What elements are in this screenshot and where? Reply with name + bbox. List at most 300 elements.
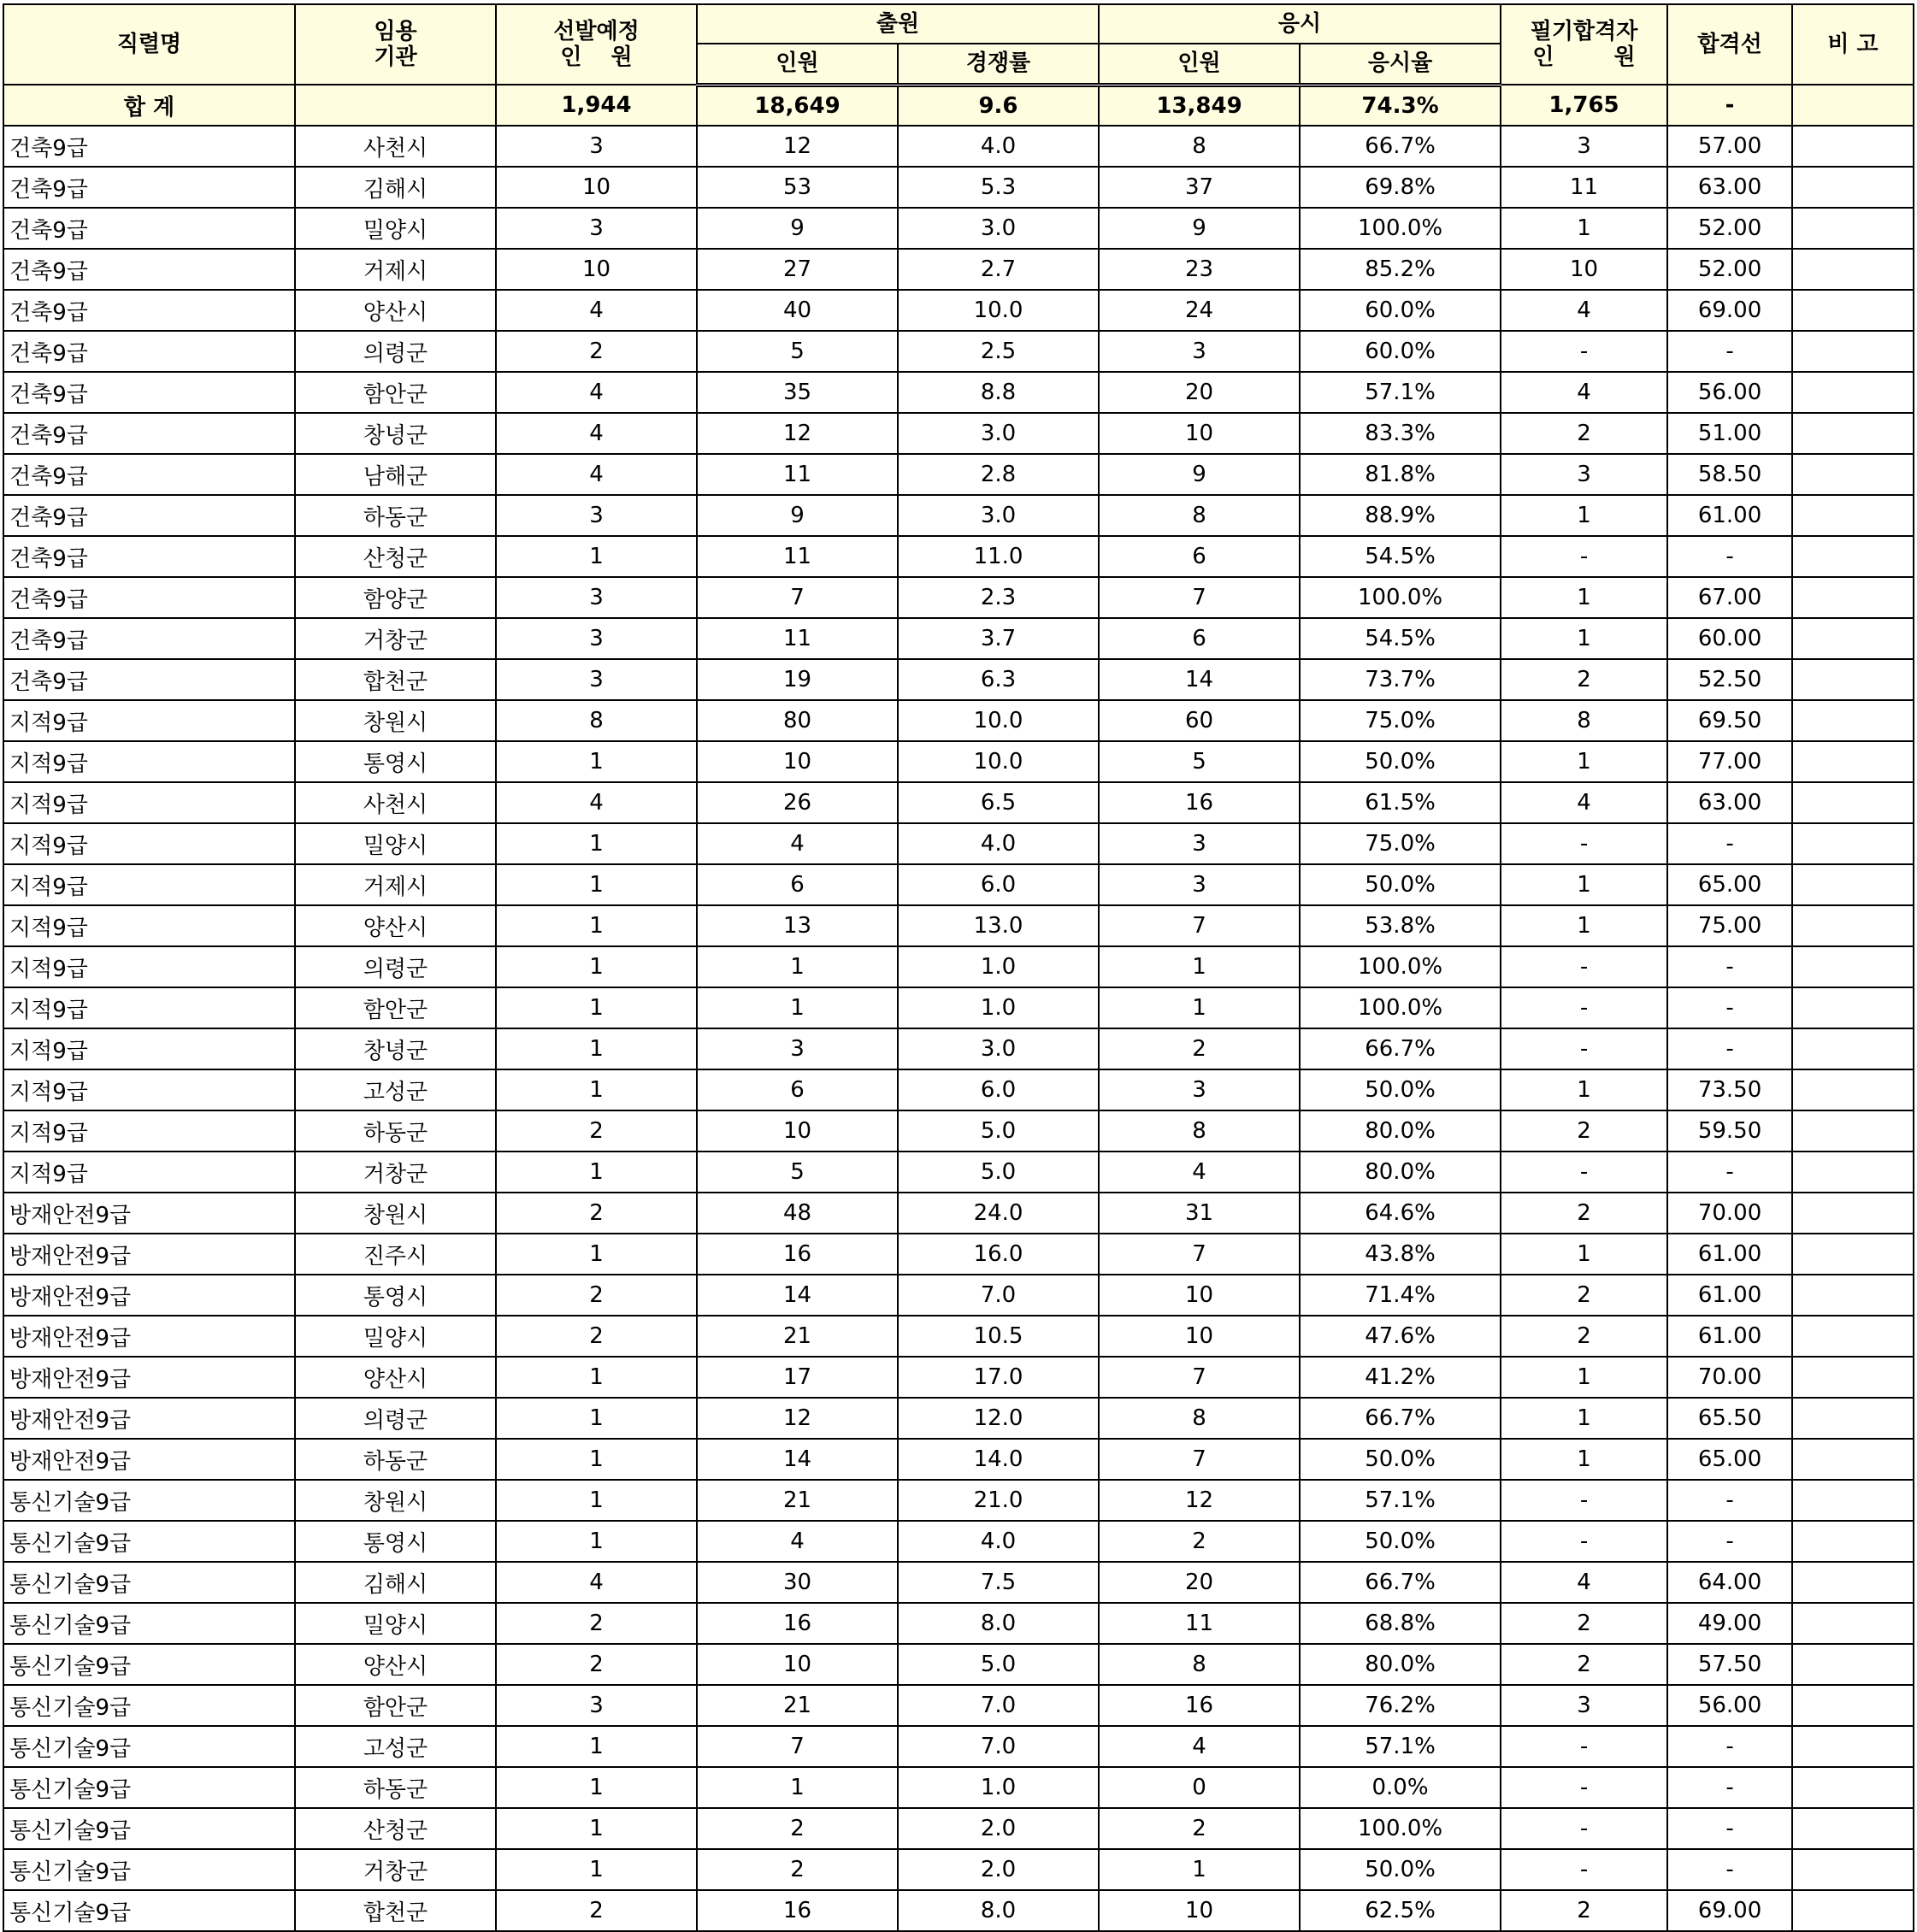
- header-passed-line2: [1501, 44, 1666, 70]
- cell-remarks: [1792, 413, 1914, 454]
- cell-job-name: 건축9급: [3, 331, 295, 372]
- cell-examinees: 23: [1099, 249, 1300, 290]
- cell-examinees: 9: [1099, 454, 1300, 495]
- cell-passed: 2: [1501, 1316, 1667, 1357]
- cell-planned: 1: [496, 864, 697, 905]
- table-row: [3, 741, 1914, 782]
- cell-passed: 8: [1501, 700, 1667, 741]
- cell-competition: 6.0: [898, 1069, 1099, 1110]
- cell-job-name: 지적9급: [3, 1110, 295, 1152]
- cell-competition: 14.0: [898, 1439, 1099, 1480]
- cell-competition: 10.0: [898, 700, 1099, 741]
- table-row: [3, 1069, 1914, 1110]
- cell-competition: 2.3: [898, 577, 1099, 618]
- exam-results-table: [3, 3, 1914, 1932]
- cell-examinees: 3: [1099, 1069, 1300, 1110]
- cell-remarks: [1792, 1562, 1914, 1603]
- cell-cutoff: 63.00: [1667, 782, 1792, 823]
- cell-remarks: [1792, 1234, 1914, 1275]
- cell-job-name: 통신기술9급: [3, 1726, 295, 1767]
- cell-cutoff: 52.00: [1667, 249, 1792, 290]
- cell-applicants: 2: [697, 1808, 898, 1849]
- total-cutoff: -: [1667, 85, 1792, 126]
- cell-remarks: [1792, 1890, 1914, 1931]
- cell-remarks: [1792, 1028, 1914, 1069]
- cell-cutoff: 61.00: [1667, 1234, 1792, 1275]
- cell-exam-rate: 73.7%: [1300, 659, 1501, 700]
- cell-cutoff: 65.00: [1667, 864, 1792, 905]
- cell-exam-rate: 66.7%: [1300, 1398, 1501, 1439]
- cell-competition: 1.0: [898, 987, 1099, 1028]
- cell-examinees: 5: [1099, 741, 1300, 782]
- cell-cutoff: 52.00: [1667, 208, 1792, 249]
- cell-remarks: [1792, 1808, 1914, 1849]
- table-row: [3, 126, 1914, 167]
- cell-agency: 함안군: [295, 1685, 496, 1726]
- cell-agency: 통영시: [295, 741, 496, 782]
- cell-passed: 3: [1501, 1685, 1667, 1726]
- cell-competition: 4.0: [898, 823, 1099, 864]
- cell-passed: -: [1501, 331, 1667, 372]
- cell-job-name: 지적9급: [3, 905, 295, 946]
- cell-cutoff: -: [1667, 1849, 1792, 1890]
- cell-exam-rate: 88.9%: [1300, 495, 1501, 536]
- cell-applicants: 4: [697, 1521, 898, 1562]
- cell-job-name: 지적9급: [3, 1069, 295, 1110]
- cell-examinees: 10: [1099, 1316, 1300, 1357]
- cell-exam-rate: 50.0%: [1300, 864, 1501, 905]
- cell-exam-rate: 57.1%: [1300, 372, 1501, 413]
- table-row: [3, 1398, 1914, 1439]
- cell-examinees: 7: [1099, 905, 1300, 946]
- cell-applicants: 53: [697, 167, 898, 208]
- cell-applicants: 16: [697, 1234, 898, 1275]
- cell-exam-rate: 64.6%: [1300, 1193, 1501, 1234]
- cell-job-name: 건축9급: [3, 659, 295, 700]
- cell-job-name: 방재안전9급: [3, 1439, 295, 1480]
- cell-job-name: 건축9급: [3, 413, 295, 454]
- header-planned-part-a: 인: [560, 44, 582, 70]
- cell-cutoff: -: [1667, 1767, 1792, 1808]
- cell-cutoff: 64.00: [1667, 1562, 1792, 1603]
- table-row: [3, 1849, 1914, 1890]
- cell-exam-rate: 66.7%: [1300, 1562, 1501, 1603]
- cell-agency: 창원시: [295, 1193, 496, 1234]
- cell-job-name: 통신기술9급: [3, 1849, 295, 1890]
- header-exam-count: 인원: [1099, 44, 1300, 85]
- cell-competition: 10.0: [898, 290, 1099, 331]
- table-row: [3, 823, 1914, 864]
- cell-remarks: [1792, 1152, 1914, 1193]
- cell-cutoff: 57.50: [1667, 1644, 1792, 1685]
- cell-examinees: 7: [1099, 1439, 1300, 1480]
- cell-agency: 사천시: [295, 126, 496, 167]
- cell-exam-rate: 50.0%: [1300, 1069, 1501, 1110]
- cell-examinees: 6: [1099, 536, 1300, 577]
- cell-competition: 17.0: [898, 1357, 1099, 1398]
- cell-remarks: [1792, 249, 1914, 290]
- cell-exam-rate: 69.8%: [1300, 167, 1501, 208]
- cell-examinees: 0: [1099, 1767, 1300, 1808]
- cell-applicants: 10: [697, 741, 898, 782]
- cell-passed: -: [1501, 1480, 1667, 1521]
- cell-remarks: [1792, 1357, 1914, 1398]
- cell-applicants: 9: [697, 495, 898, 536]
- cell-cutoff: 51.00: [1667, 413, 1792, 454]
- cell-job-name: 지적9급: [3, 782, 295, 823]
- header-agency-line1: 임용: [374, 19, 417, 44]
- cell-job-name: 방재안전9급: [3, 1316, 295, 1357]
- cell-cutoff: 77.00: [1667, 741, 1792, 782]
- cell-agency: 창원시: [295, 1480, 496, 1521]
- cell-exam-rate: 57.1%: [1300, 1480, 1501, 1521]
- cell-applicants: 13: [697, 905, 898, 946]
- cell-examinees: 4: [1099, 1152, 1300, 1193]
- cell-agency: 거창군: [295, 1849, 496, 1890]
- cell-competition: 1.0: [898, 1767, 1099, 1808]
- cell-agency: 합천군: [295, 659, 496, 700]
- cell-examinees: 16: [1099, 782, 1300, 823]
- cell-exam-rate: 80.0%: [1300, 1152, 1501, 1193]
- cell-remarks: [1792, 1275, 1914, 1316]
- cell-job-name: 건축9급: [3, 618, 295, 659]
- cell-examinees: 7: [1099, 1357, 1300, 1398]
- table-row: [3, 1808, 1914, 1849]
- cell-planned: 2: [496, 1275, 697, 1316]
- cell-agency: 창원시: [295, 700, 496, 741]
- cell-passed: 1: [1501, 1357, 1667, 1398]
- cell-planned: 2: [496, 1890, 697, 1931]
- cell-planned: 1: [496, 1152, 697, 1193]
- cell-exam-rate: 85.2%: [1300, 249, 1501, 290]
- cell-exam-rate: 66.7%: [1300, 1028, 1501, 1069]
- cell-examinees: 1: [1099, 1849, 1300, 1890]
- cell-cutoff: 69.00: [1667, 1890, 1792, 1931]
- cell-examinees: 12: [1099, 1480, 1300, 1521]
- cell-competition: 5.0: [898, 1110, 1099, 1152]
- cell-remarks: [1792, 905, 1914, 946]
- cell-examinees: 8: [1099, 495, 1300, 536]
- cell-planned: 1: [496, 1726, 697, 1767]
- cell-planned: 4: [496, 372, 697, 413]
- cell-job-name: 건축9급: [3, 290, 295, 331]
- cell-planned: 2: [496, 1316, 697, 1357]
- cell-passed: 1: [1501, 208, 1667, 249]
- cell-applicants: 10: [697, 1110, 898, 1152]
- cell-applicants: 9: [697, 208, 898, 249]
- cell-passed: 2: [1501, 413, 1667, 454]
- table-row: [3, 1275, 1914, 1316]
- cell-competition: 2.0: [898, 1849, 1099, 1890]
- cell-remarks: [1792, 1726, 1914, 1767]
- cell-passed: -: [1501, 1767, 1667, 1808]
- cell-job-name: 지적9급: [3, 864, 295, 905]
- cell-exam-rate: 75.0%: [1300, 700, 1501, 741]
- cell-planned: 1: [496, 1480, 697, 1521]
- cell-remarks: [1792, 823, 1914, 864]
- cell-examinees: 37: [1099, 167, 1300, 208]
- cell-applicants: 21: [697, 1685, 898, 1726]
- cell-passed: 1: [1501, 864, 1667, 905]
- table-row: [3, 1767, 1914, 1808]
- cell-remarks: [1792, 741, 1914, 782]
- header-apply-count: 인원: [697, 44, 898, 85]
- cell-competition: 8.0: [898, 1890, 1099, 1931]
- table-row: [3, 577, 1914, 618]
- cell-applicants: 11: [697, 454, 898, 495]
- cell-remarks: [1792, 331, 1914, 372]
- cell-competition: 2.0: [898, 1808, 1099, 1849]
- cell-planned: 4: [496, 782, 697, 823]
- cell-agency: 산청군: [295, 1808, 496, 1849]
- cell-applicants: 12: [697, 126, 898, 167]
- cell-examinees: 8: [1099, 1398, 1300, 1439]
- cell-exam-rate: 43.8%: [1300, 1234, 1501, 1275]
- table-row: [3, 495, 1914, 536]
- table-row: [3, 1152, 1914, 1193]
- table-row: [3, 1890, 1914, 1931]
- cell-competition: 7.0: [898, 1685, 1099, 1726]
- cell-planned: 3: [496, 208, 697, 249]
- cell-remarks: [1792, 1767, 1914, 1808]
- cell-exam-rate: 100.0%: [1300, 946, 1501, 987]
- cell-agency: 하동군: [295, 1439, 496, 1480]
- cell-applicants: 27: [697, 249, 898, 290]
- cell-cutoff: 58.50: [1667, 454, 1792, 495]
- table-row: [3, 946, 1914, 987]
- header-planned: [496, 4, 697, 85]
- cell-examinees: 2: [1099, 1028, 1300, 1069]
- cell-job-name: 건축9급: [3, 208, 295, 249]
- cell-job-name: 건축9급: [3, 126, 295, 167]
- table-row: [3, 1439, 1914, 1480]
- cell-agency: 사천시: [295, 782, 496, 823]
- cell-examinees: 11: [1099, 1603, 1300, 1644]
- cell-agency: 김해시: [295, 167, 496, 208]
- cell-job-name: 통신기술9급: [3, 1644, 295, 1685]
- cell-remarks: [1792, 659, 1914, 700]
- cell-job-name: 통신기술9급: [3, 1480, 295, 1521]
- cell-applicants: 40: [697, 290, 898, 331]
- cell-planned: 4: [496, 290, 697, 331]
- cell-remarks: [1792, 1110, 1914, 1152]
- cell-passed: -: [1501, 946, 1667, 987]
- cell-agency: 밀양시: [295, 1316, 496, 1357]
- cell-applicants: 3: [697, 1028, 898, 1069]
- cell-job-name: 건축9급: [3, 249, 295, 290]
- cell-passed: 1: [1501, 1069, 1667, 1110]
- cell-applicants: 4: [697, 823, 898, 864]
- cell-passed: 2: [1501, 1193, 1667, 1234]
- cell-examinees: 20: [1099, 372, 1300, 413]
- header-exam: 응시: [1099, 4, 1501, 44]
- cell-applicants: 21: [697, 1480, 898, 1521]
- cell-agency: 통영시: [295, 1275, 496, 1316]
- table-body: [3, 85, 1914, 1931]
- cell-competition: 6.0: [898, 864, 1099, 905]
- cell-cutoff: 73.50: [1667, 1069, 1792, 1110]
- cell-examinees: 3: [1099, 331, 1300, 372]
- total-agency: [295, 85, 496, 126]
- cell-examinees: 20: [1099, 1562, 1300, 1603]
- cell-agency: 창녕군: [295, 1028, 496, 1069]
- cell-exam-rate: 61.5%: [1300, 782, 1501, 823]
- cell-applicants: 12: [697, 413, 898, 454]
- cell-competition: 21.0: [898, 1480, 1099, 1521]
- cell-cutoff: -: [1667, 1726, 1792, 1767]
- cell-cutoff: 57.00: [1667, 126, 1792, 167]
- cell-job-name: 건축9급: [3, 372, 295, 413]
- cell-examinees: 10: [1099, 1275, 1300, 1316]
- cell-planned: 3: [496, 495, 697, 536]
- table-row: [3, 1316, 1914, 1357]
- cell-examinees: 9: [1099, 208, 1300, 249]
- table-row: [3, 1193, 1914, 1234]
- cell-agency: 하동군: [295, 1110, 496, 1152]
- cell-planned: 3: [496, 618, 697, 659]
- cell-job-name: 건축9급: [3, 536, 295, 577]
- cell-passed: 2: [1501, 659, 1667, 700]
- cell-agency: 밀양시: [295, 823, 496, 864]
- cell-job-name: 지적9급: [3, 946, 295, 987]
- cell-planned: 1: [496, 1808, 697, 1849]
- cell-remarks: [1792, 536, 1914, 577]
- cell-exam-rate: 100.0%: [1300, 577, 1501, 618]
- cell-agency: 의령군: [295, 946, 496, 987]
- header-passed-part-a: 인: [1532, 44, 1554, 70]
- cell-planned: 1: [496, 741, 697, 782]
- table-row: [3, 987, 1914, 1028]
- table-row: [3, 249, 1914, 290]
- cell-job-name: 방재안전9급: [3, 1275, 295, 1316]
- cell-planned: 1: [496, 905, 697, 946]
- cell-applicants: 26: [697, 782, 898, 823]
- cell-competition: 12.0: [898, 1398, 1099, 1439]
- cell-planned: 1: [496, 1234, 697, 1275]
- cell-agency: 함안군: [295, 372, 496, 413]
- cell-applicants: 5: [697, 331, 898, 372]
- cell-cutoff: -: [1667, 1480, 1792, 1521]
- cell-job-name: 지적9급: [3, 1028, 295, 1069]
- cell-applicants: 6: [697, 864, 898, 905]
- cell-planned: 1: [496, 1767, 697, 1808]
- cell-cutoff: -: [1667, 946, 1792, 987]
- cell-competition: 4.0: [898, 126, 1099, 167]
- cell-agency: 함안군: [295, 987, 496, 1028]
- cell-passed: 1: [1501, 741, 1667, 782]
- cell-agency: 양산시: [295, 290, 496, 331]
- cell-exam-rate: 50.0%: [1300, 1849, 1501, 1890]
- cell-competition: 16.0: [898, 1234, 1099, 1275]
- cell-job-name: 방재안전9급: [3, 1193, 295, 1234]
- cell-job-name: 통신기술9급: [3, 1767, 295, 1808]
- cell-agency: 진주시: [295, 1234, 496, 1275]
- header-planned-line1: 선발예정: [553, 19, 640, 44]
- cell-planned: 1: [496, 1398, 697, 1439]
- cell-passed: -: [1501, 987, 1667, 1028]
- cell-exam-rate: 54.5%: [1300, 618, 1501, 659]
- cell-competition: 8.0: [898, 1603, 1099, 1644]
- cell-applicants: 16: [697, 1890, 898, 1931]
- cell-applicants: 48: [697, 1193, 898, 1234]
- cell-cutoff: -: [1667, 1808, 1792, 1849]
- cell-planned: 2: [496, 1603, 697, 1644]
- cell-cutoff: 61.00: [1667, 1316, 1792, 1357]
- cell-passed: 3: [1501, 454, 1667, 495]
- table-row: [3, 290, 1914, 331]
- cell-agency: 거제시: [295, 249, 496, 290]
- table-row: [3, 1644, 1914, 1685]
- cell-remarks: [1792, 372, 1914, 413]
- cell-examinees: 7: [1099, 577, 1300, 618]
- cell-passed: 1: [1501, 618, 1667, 659]
- cell-applicants: 12: [697, 1398, 898, 1439]
- cell-job-name: 통신기술9급: [3, 1603, 295, 1644]
- cell-remarks: [1792, 1193, 1914, 1234]
- cell-passed: 4: [1501, 290, 1667, 331]
- cell-remarks: [1792, 1521, 1914, 1562]
- cell-examinees: 1: [1099, 946, 1300, 987]
- cell-applicants: 10: [697, 1644, 898, 1685]
- cell-examinees: 24: [1099, 290, 1300, 331]
- total-examinees: 13,849: [1099, 85, 1300, 126]
- cell-competition: 6.5: [898, 782, 1099, 823]
- cell-competition: 5.0: [898, 1152, 1099, 1193]
- cell-remarks: [1792, 495, 1914, 536]
- cell-cutoff: 49.00: [1667, 1603, 1792, 1644]
- cell-passed: 3: [1501, 126, 1667, 167]
- cell-planned: 2: [496, 1193, 697, 1234]
- cell-applicants: 30: [697, 1562, 898, 1603]
- header-passed: [1501, 4, 1667, 85]
- cell-passed: 11: [1501, 167, 1667, 208]
- table-row: [3, 208, 1914, 249]
- cell-agency: 하동군: [295, 1767, 496, 1808]
- cell-competition: 3.0: [898, 495, 1099, 536]
- cell-remarks: [1792, 126, 1914, 167]
- cell-exam-rate: 71.4%: [1300, 1275, 1501, 1316]
- cell-applicants: 1: [697, 987, 898, 1028]
- header-agency: [295, 4, 496, 85]
- cell-job-name: 통신기술9급: [3, 1890, 295, 1931]
- cell-remarks: [1792, 290, 1914, 331]
- cell-planned: 4: [496, 454, 697, 495]
- table-row: [3, 536, 1914, 577]
- cell-planned: 1: [496, 1849, 697, 1890]
- header-planned-part-b: 원: [610, 44, 633, 70]
- total-row: [3, 85, 1914, 126]
- header-remarks: 비 고: [1792, 4, 1914, 85]
- header-apply-ratio: 경쟁률: [898, 44, 1099, 85]
- cell-competition: 1.0: [898, 946, 1099, 987]
- cell-competition: 6.3: [898, 659, 1099, 700]
- cell-cutoff: 56.00: [1667, 372, 1792, 413]
- cell-job-name: 통신기술9급: [3, 1808, 295, 1849]
- header-exam-rate: 응시율: [1300, 44, 1501, 85]
- cell-planned: 1: [496, 1439, 697, 1480]
- cell-exam-rate: 80.0%: [1300, 1110, 1501, 1152]
- cell-remarks: [1792, 454, 1914, 495]
- total-applicants: 18,649: [697, 85, 898, 126]
- cell-remarks: [1792, 1480, 1914, 1521]
- cell-applicants: 17: [697, 1357, 898, 1398]
- cell-applicants: 2: [697, 1849, 898, 1890]
- cell-exam-rate: 62.5%: [1300, 1890, 1501, 1931]
- cell-agency: 의령군: [295, 331, 496, 372]
- results-table-container: [3, 3, 1914, 1932]
- cell-planned: 3: [496, 577, 697, 618]
- cell-cutoff: 52.50: [1667, 659, 1792, 700]
